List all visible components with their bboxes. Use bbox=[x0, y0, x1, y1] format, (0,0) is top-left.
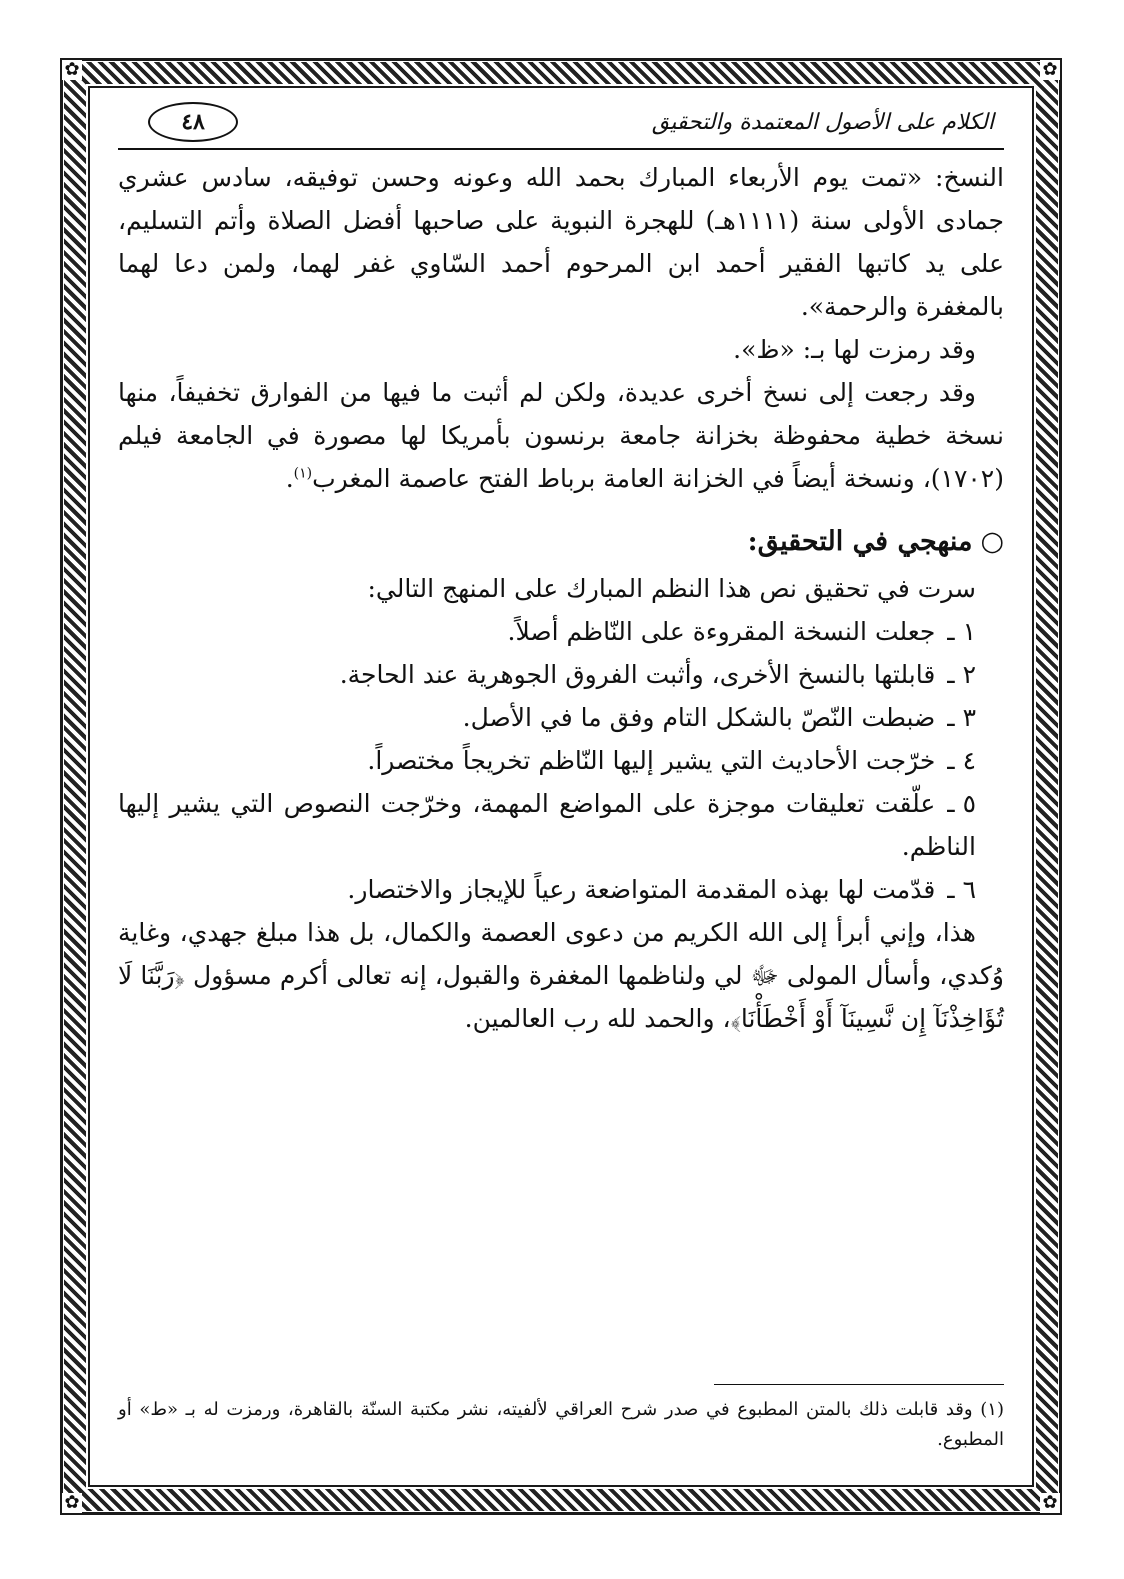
list-item bbox=[118, 610, 1004, 653]
list-item-text: قابلتها بالنسخ الأخرى، وأثبت الفروق الجوهرية عند الحاجة. bbox=[339, 660, 936, 689]
list-item-number: ٥ ـ bbox=[947, 789, 976, 818]
corner-ornament-icon: ✿ bbox=[1040, 60, 1060, 80]
paragraph-end: . bbox=[285, 464, 294, 493]
footnote-ref[interactable]: (١) bbox=[293, 465, 313, 482]
corner-ornament-icon: ✿ bbox=[62, 1493, 82, 1513]
closing-paragraph: هذا، وإني أبرأ إلى الله الكريم من دعوى العصمة والكمال، بل هذا مبلغ جهدي، وغاية وُكدي، وأسأل المولى ﷻ لي ولناظمها المغفرة والقبول، إنه تعالى أكرم مسؤول ﴿رَبَّنَا لَا تُؤَاخِذْنَآ إِن نَّسِينَآ أَوْ أَخْطَأْنَا﴾، والحمد لله رب العالمين. bbox=[118, 918, 1004, 1033]
list-item bbox=[118, 868, 1004, 911]
paragraph: وقد رمزت لها بـ: «ظ». bbox=[733, 335, 976, 364]
list-item-number: ٤ ـ bbox=[947, 746, 976, 775]
footnote-number: (١) bbox=[980, 1399, 1004, 1420]
paragraph: سرت في تحقيق نص هذا النظم المبارك على المنهج التالي: bbox=[367, 574, 976, 603]
list-item-text: قدّمت لها بهذه المقدمة المتواضعة رعياً للإيجاز والاختصار. bbox=[347, 875, 936, 904]
circle-bullet-icon: ○ bbox=[980, 526, 1004, 557]
list-item bbox=[118, 782, 1004, 868]
list-item-text: ضبطت النّصّ بالشكل التام وفق ما في الأصل. bbox=[462, 703, 936, 732]
list-item-number: ٢ ـ bbox=[947, 660, 976, 689]
list-item-text: جعلت النسخة المقروءة على النّاظم أصلاً. bbox=[507, 617, 936, 646]
footnotes bbox=[118, 1384, 1004, 1455]
section-heading bbox=[118, 520, 1004, 563]
paragraph: النسخ: «تمت يوم الأربعاء المبارك بحمد الله وعونه وحسن توفيقه، سادس عشري جمادى الأولى سنة (١١١١هـ) للهجرة النبوية على صاحبها أفضل الصلاة وأتم التسليم، على يد كاتبها الفقير أحمد ابن المرحوم أحمد السّاوي غفر لهما، ولمن دعا لهما بالمغفرة والرحمة». bbox=[118, 163, 1004, 321]
body-text bbox=[118, 156, 1004, 1040]
list-item-text: خرّجت الأحاديث التي يشير إليها النّاظم تخريجاً مختصراً. bbox=[367, 746, 936, 775]
page-header bbox=[118, 96, 1004, 150]
corner-ornament-icon: ✿ bbox=[62, 60, 82, 80]
list-item-text: علّقت تعليقات موجزة على المواضع المهمة، وخرّجت النصوص التي يشير إليها الناظم. bbox=[118, 789, 976, 861]
list-item-number: ١ ـ bbox=[947, 617, 976, 646]
footnote-divider bbox=[714, 1384, 1004, 1385]
footnote-text: وقد قابلت ذلك بالمتن المطبوع في صدر شرح العراقي لألفيته، نشر مكتبة السنّة بالقاهرة، ورمزت له بـ «ط» أو المطبوع. bbox=[118, 1399, 1004, 1450]
list-item-number: ٦ ـ bbox=[947, 875, 976, 904]
paragraph-text: وقد رجعت إلى نسخ أخرى عديدة، ولكن لم أثبت ما فيها من الفوارق تخفيفاً، منها نسخة خطية محفوظة بخزانة جامعة برنسون بأمريكا لها مصورة في الجامعة فيلم (١٧٠٢)، ونسخة أيضاً في الخزانة العامة برباط الفتح عاصمة المغرب bbox=[118, 378, 1004, 493]
footnote bbox=[118, 1395, 1004, 1455]
list-item bbox=[118, 739, 1004, 782]
list-item bbox=[118, 653, 1004, 696]
list-item-number: ٣ ـ bbox=[947, 703, 976, 732]
section-heading-text: منهجي في التحقيق: bbox=[747, 526, 973, 557]
list-item bbox=[118, 696, 1004, 739]
paragraph bbox=[118, 371, 1004, 500]
page-number: ٤٨ bbox=[148, 102, 238, 142]
running-title: الكلام على الأصول المعتمدة والتحقيق bbox=[651, 109, 994, 135]
page-content bbox=[118, 96, 1004, 1040]
corner-ornament-icon: ✿ bbox=[1040, 1493, 1060, 1513]
